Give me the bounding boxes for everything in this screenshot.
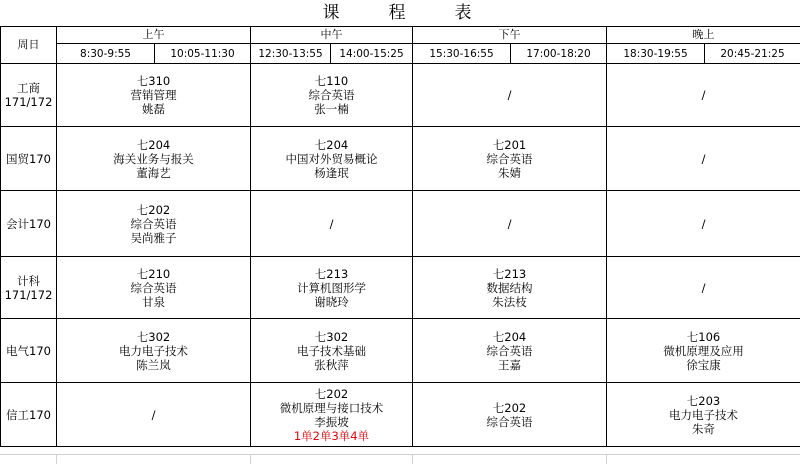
class-name-cell: 电气170	[1, 319, 57, 383]
page-title: 课 程 表	[0, 0, 800, 26]
class-name-cell: 信工170	[1, 383, 57, 447]
period-header-row	[1, 27, 800, 44]
noon-course: 七202 微机原理与接口技术 李振坡	[251, 387, 412, 429]
grid-line	[606, 454, 607, 464]
afternoon-cell: 七213 数据结构 朱法枝	[413, 257, 607, 319]
afternoon-cell: /	[413, 64, 607, 127]
class-name-cell: 工商 171/172	[1, 64, 57, 127]
evening-cell: 七203 电力电子技术 朱奇	[607, 383, 800, 447]
afternoon-cell: 七202 综合英语	[413, 383, 607, 447]
time-header-row	[1, 44, 800, 64]
grid-line	[56, 454, 57, 464]
noon-cell: /	[251, 191, 413, 257]
time-slot: 20:45-21:25	[705, 44, 800, 64]
table-row	[1, 191, 800, 257]
morning-cell: /	[57, 383, 251, 447]
table-row	[1, 257, 800, 319]
time-slot: 8:30-9:55	[57, 44, 155, 64]
morning-cell: 七302 电力电子技术 陈兰岚	[57, 319, 251, 383]
evening-cell: /	[607, 257, 800, 319]
class-name-cell: 国贸170	[1, 127, 57, 191]
time-slot: 12:30-13:55	[251, 44, 331, 64]
schedule-table	[0, 26, 800, 447]
evening-cell: /	[607, 127, 800, 191]
time-slot: 10:05-11:30	[155, 44, 251, 64]
week-note: 1单2单3单4单	[251, 429, 412, 443]
time-slot: 15:30-16:55	[413, 44, 511, 64]
morning-cell: 七210 综合英语 甘泉	[57, 257, 251, 319]
noon-cell	[251, 383, 413, 447]
afternoon-cell: 七204 综合英语 王嘉	[413, 319, 607, 383]
evening-cell: /	[607, 64, 800, 127]
table-row	[1, 127, 800, 191]
noon-cell: 七302 电子技术基础 张秋萍	[251, 319, 413, 383]
morning-cell: 七310 营销管理 姚磊	[57, 64, 251, 127]
time-slot: 14:00-15:25	[331, 44, 413, 64]
time-slot: 17:00-18:20	[511, 44, 607, 64]
period-evening: 晚上	[607, 27, 800, 44]
weekday-header: 周日	[1, 27, 57, 64]
sheet-grid-remainder	[0, 454, 800, 465]
morning-cell: 七204 海关业务与报关 董海艺	[57, 127, 251, 191]
class-name-cell: 计科 171/172	[1, 257, 57, 319]
table-row	[1, 319, 800, 383]
noon-cell: 七110 综合英语 张一楠	[251, 64, 413, 127]
afternoon-cell: /	[413, 191, 607, 257]
evening-cell: 七106 微机原理及应用 徐宝康	[607, 319, 800, 383]
table-row	[1, 383, 800, 447]
time-slot: 18:30-19:55	[607, 44, 705, 64]
noon-cell: 七213 计算机图形学 谢晓玲	[251, 257, 413, 319]
class-name-cell: 会计170	[1, 191, 57, 257]
grid-line	[250, 454, 251, 464]
morning-cell: 七202 综合英语 吴尚雅子	[57, 191, 251, 257]
table-row	[1, 64, 800, 127]
grid-line	[412, 454, 413, 464]
noon-cell: 七204 中国对外贸易概论 杨逢珉	[251, 127, 413, 191]
period-noon: 中午	[251, 27, 413, 44]
period-afternoon: 下午	[413, 27, 607, 44]
period-morning: 上午	[57, 27, 251, 44]
afternoon-cell: 七201 综合英语 朱婧	[413, 127, 607, 191]
evening-cell: /	[607, 191, 800, 257]
